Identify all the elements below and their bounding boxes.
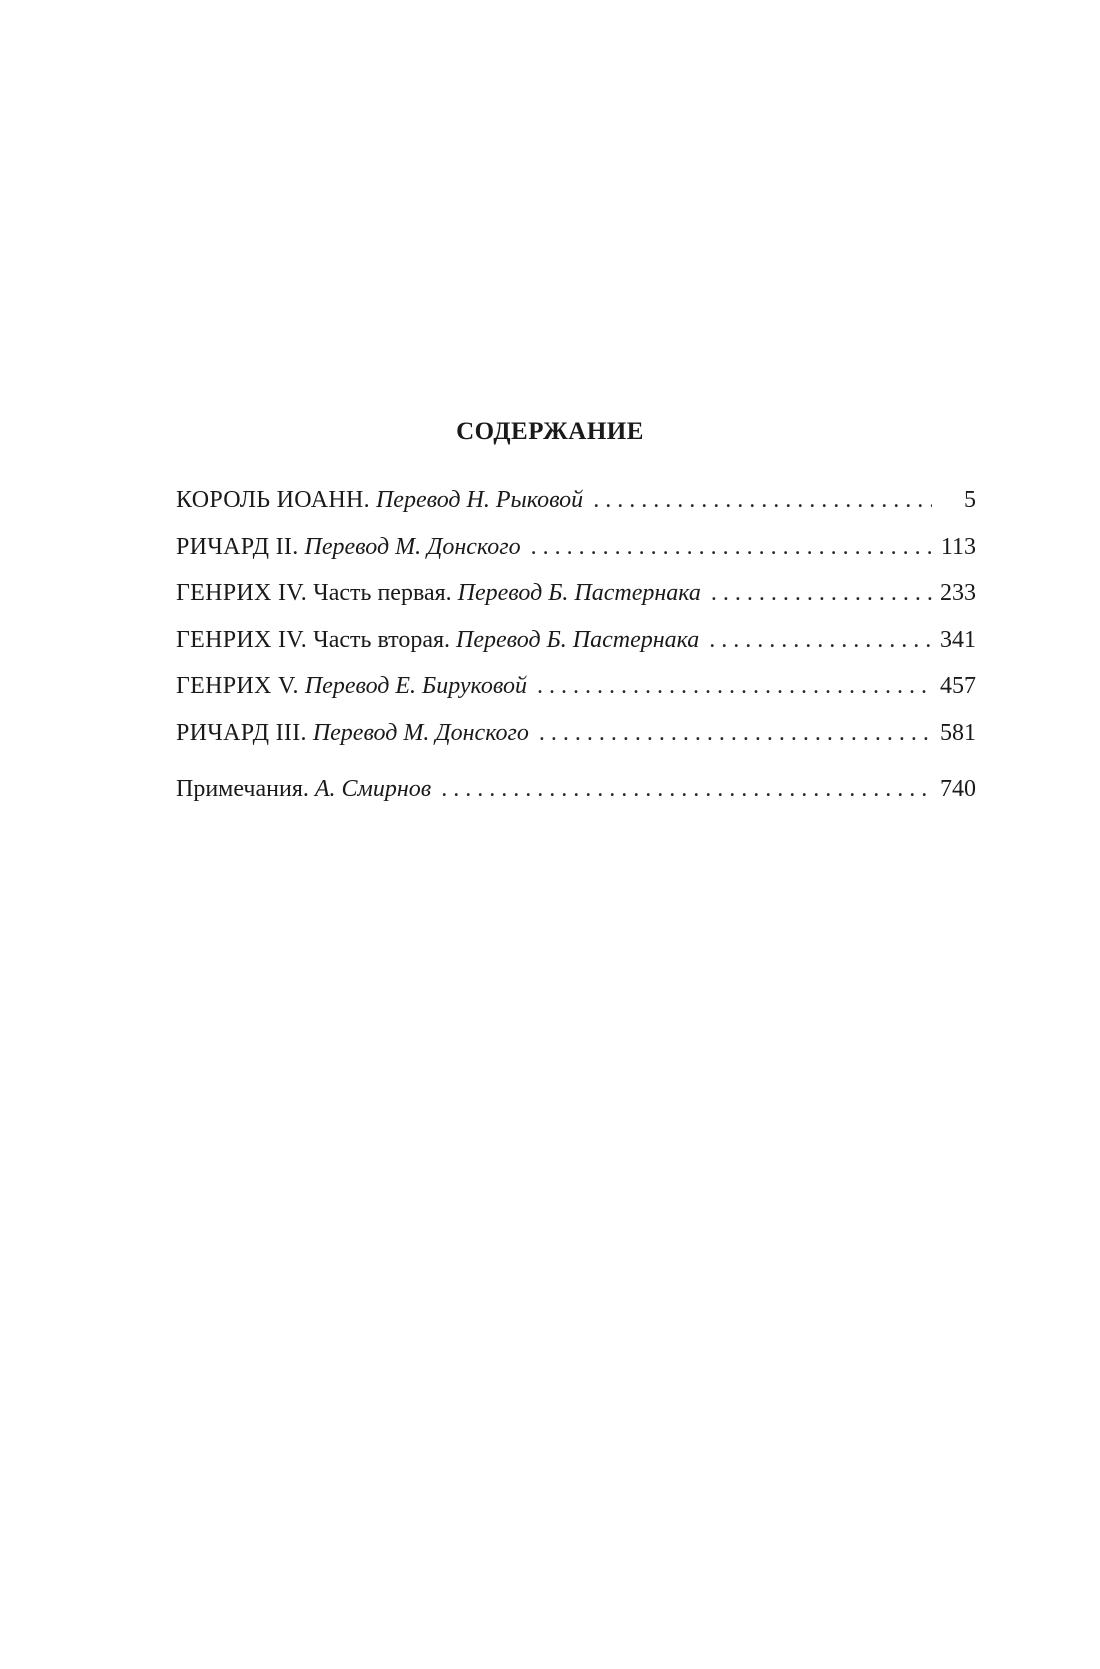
entry-text (176, 580, 701, 607)
notes-title: Примечания. (176, 776, 309, 802)
toc-entry-henry-iv-part-1 (176, 580, 976, 627)
dot-leader (709, 627, 932, 654)
toc-entry-notes (176, 776, 976, 823)
toc-entry-king-john (176, 487, 976, 534)
entry-page-number: 341 (940, 626, 976, 653)
entry-title: ГЕНРИХ IV. (176, 580, 308, 606)
toc-entry-richard-iii (176, 720, 976, 767)
entry-translator: Перевод Б. Пастернака (456, 626, 700, 653)
entry-page-number: 233 (940, 580, 976, 606)
toc-entry-richard-ii (176, 534, 976, 581)
entry-page-number: 113 (940, 533, 976, 560)
entry-translator: Перевод Н. Рыковой (375, 487, 584, 513)
entry-text (176, 534, 521, 561)
entry-translator: Перевод Б. Пастернака (457, 580, 701, 606)
entry-page-number: 457 (940, 673, 976, 699)
entry-translator: Перевод М. Донского (312, 719, 529, 746)
table-of-contents (176, 487, 976, 823)
entry-translator: Перевод Е. Бируковой (304, 673, 527, 699)
toc-entry-henry-iv-part-2 (176, 627, 976, 674)
dot-leader (531, 534, 932, 561)
entry-text (176, 673, 527, 700)
entry-subtitle: Часть первая. (313, 580, 452, 606)
dot-leader (441, 776, 932, 803)
notes-author: А. Смирнов (314, 776, 432, 802)
entry-text (176, 776, 431, 803)
entry-title: ГЕНРИХ IV. (176, 626, 308, 653)
dot-leader (593, 487, 932, 514)
entry-text (176, 720, 529, 747)
entry-text (176, 627, 699, 654)
toc-heading: СОДЕРЖАНИЕ (456, 418, 644, 445)
dot-leader (711, 580, 932, 607)
dot-leader (537, 673, 932, 700)
entry-page-number: 581 (940, 719, 976, 746)
toc-entry-henry-v (176, 673, 976, 720)
entry-page-number: 740 (940, 776, 976, 802)
entry-translator: Перевод М. Донского (304, 533, 521, 560)
entry-title: РИЧАРД III. (176, 719, 307, 746)
entry-page-number: 5 (964, 487, 976, 513)
entry-title: ГЕНРИХ V. (176, 673, 299, 699)
entry-text (176, 487, 583, 514)
dot-leader (539, 720, 932, 747)
entry-subtitle: Часть вторая. (313, 626, 451, 653)
entry-title: КОРОЛЬ ИОАНН. (176, 487, 370, 513)
entry-title: РИЧАРД II. (176, 533, 299, 560)
